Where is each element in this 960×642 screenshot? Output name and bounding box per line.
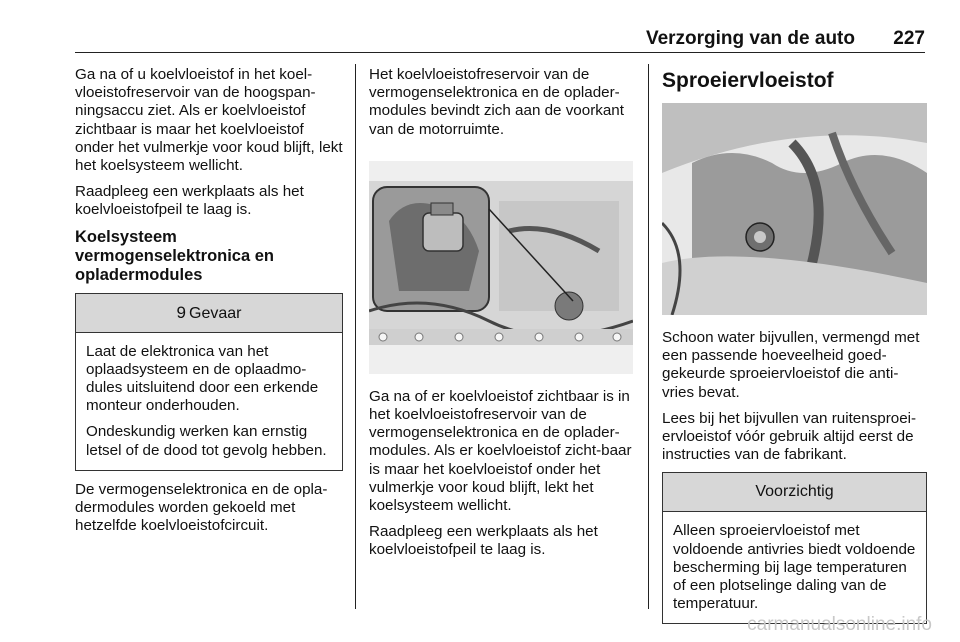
column-divider	[355, 64, 356, 609]
caution-box-header: Voorzichtig	[663, 473, 926, 512]
paragraph: Laat de elektronica van het oplaadsysteem en de oplaadmo-dules uitsluitend door een erkende monteur onderhouden.	[86, 342, 319, 415]
column-left	[75, 66, 343, 543]
danger-box-header	[76, 294, 342, 333]
paragraph: Ga na of u koelvloeistof in het koel-vloeistofreservoir van de hoogspan-ningsaccu ziet. Als er koelvloeistof zichtbaar is maar het koelvloeistof onder het vulmerkje voor koud blijft, lekt het koelsysteem wellicht.	[75, 66, 343, 175]
paragraph: Lees bij het bijvullen van ruitensproei-ervloeistof vóór gebruik altijd eerst de instructies van de fabrikant.	[662, 409, 917, 464]
paragraph: Raadpleeg een werkplaats als het koelvloeistofpeil te laag is.	[75, 183, 304, 219]
column-right	[662, 66, 927, 634]
section-heading: Koelsysteem vermogenselektronica en opladermodules	[75, 227, 274, 284]
caution-box	[662, 472, 927, 624]
page-number: 227	[893, 28, 925, 49]
page-header	[75, 26, 925, 53]
engine-bay-coolant-reservoir-image	[369, 161, 633, 374]
washer-illustration	[662, 103, 927, 315]
paragraph: Ondeskundig werken kan ernstig letsel of de dood tot gevolg hebben.	[86, 423, 327, 459]
section-title: Verzorging van de auto	[645, 28, 855, 49]
warning-triangle-icon: 9	[176, 302, 186, 322]
paragraph: Schoon water bijvullen, vermengd met een passende hoeveelheid goed-gekeurde sproeiervloeistof die anti-vries bevat.	[662, 329, 920, 401]
engine-illustration	[369, 161, 633, 374]
paragraph: Alleen sproeiervloeistof met voldoende antivries biedt voldoende bescherming bij lage temperaturen of een plotselinge daling van de temperatuur.	[673, 522, 916, 613]
paragraph: Het koelvloeistofreservoir van de vermogenselektronica en de oplader-modules bevindt zich aan de voorkant van de motorruimte.	[369, 66, 624, 138]
caution-box-body	[663, 512, 926, 623]
washer-fluid-reservoir-image	[662, 103, 927, 315]
column-divider	[648, 64, 649, 609]
watermark: carmanualsonline.info	[747, 614, 932, 635]
danger-box-body	[76, 333, 342, 470]
paragraph: Raadpleeg een werkplaats als het koelvloeistofpeil te laag is.	[369, 523, 598, 559]
column-middle	[369, 66, 633, 568]
paragraph: Ga na of er koelvloeistof zichtbaar is in het koelvloeistofreservoir van de vermogenselektronica en de oplader-modules. Als er koelvloeistof zicht-baar is maar het koelvloeistof onder het vulmerkje voor koud blijft, lekt het koelsysteem wellicht.	[369, 387, 632, 515]
section-heading: Sproeiervloeistof	[662, 69, 834, 92]
danger-box	[75, 293, 343, 471]
danger-box-title: Gevaar	[189, 304, 242, 322]
paragraph: De vermogenselektronica en de opla-dermodules worden gekoeld met hetzelfde koelvloeistofcircuit.	[75, 480, 328, 535]
